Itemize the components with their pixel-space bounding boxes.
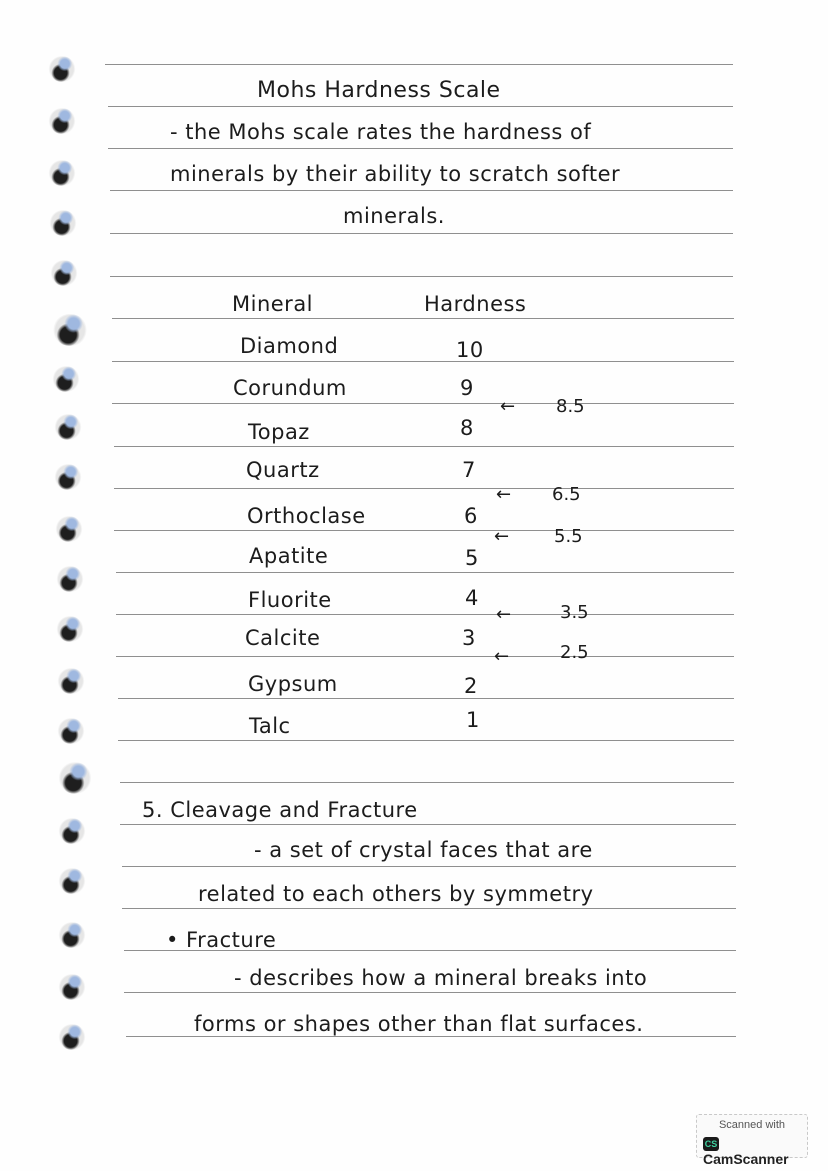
intro-line: minerals by their ability to scratch softer	[170, 162, 621, 186]
arrow-left-icon: ←	[500, 396, 516, 417]
hardness-value: 1	[466, 708, 480, 732]
ruled-line	[116, 656, 734, 657]
camscanner-watermark	[696, 1114, 808, 1167]
page-title: Mohs Hardness Scale	[257, 78, 501, 103]
ruled-line	[114, 446, 734, 447]
spiral-ring-icon	[52, 366, 80, 392]
spiral-ring-icon	[52, 314, 88, 346]
ruled-line	[110, 233, 733, 234]
spiral-ring-icon	[48, 160, 76, 186]
watermark-caption: Scanned with	[718, 1119, 786, 1131]
column-header-hardness: Hardness	[424, 292, 527, 316]
ruled-line	[110, 190, 733, 191]
hardness-value: 8	[460, 416, 474, 440]
spiral-ring-icon	[56, 616, 84, 642]
ruled-line	[116, 572, 734, 573]
arrow-left-icon: ←	[494, 646, 510, 667]
annotation-value: 6.5	[552, 484, 581, 505]
camscanner-logo-icon: CS	[704, 1139, 718, 1149]
spiral-ring-icon	[58, 974, 86, 1000]
ruled-line	[122, 866, 736, 867]
annotation-value: 8.5	[556, 396, 585, 417]
ruled-line	[108, 106, 733, 107]
watermark-brand-name: CamScanner	[703, 1151, 789, 1167]
mineral-name: Diamond	[240, 334, 339, 358]
mineral-name: Corundum	[233, 376, 347, 400]
column-header-mineral: Mineral	[232, 292, 314, 316]
hardness-value: 10	[456, 338, 484, 362]
spiral-ring-icon	[50, 260, 78, 286]
spiral-ring-icon	[48, 108, 76, 134]
mineral-name: Gypsum	[248, 672, 338, 696]
watermark-brand	[703, 1135, 807, 1167]
ruled-line	[108, 148, 733, 149]
spiral-ring-icon	[49, 210, 77, 236]
arrow-left-icon: ←	[494, 526, 510, 547]
mineral-name: Apatite	[249, 544, 329, 568]
ruled-line	[105, 64, 733, 65]
section-heading: 5. Cleavage and Fracture	[142, 798, 418, 822]
mineral-name: Calcite	[245, 626, 321, 650]
bullet-heading: • Fracture	[166, 928, 277, 952]
section-line: - describes how a mineral breaks into	[234, 966, 648, 990]
spiral-ring-icon	[57, 668, 85, 694]
ruled-line	[110, 276, 733, 277]
hardness-value: 2	[464, 674, 478, 698]
annotation-value: 3.5	[560, 602, 589, 623]
ruled-line	[124, 992, 736, 993]
hardness-value: 9	[460, 376, 474, 400]
ruled-line	[114, 488, 734, 489]
spiral-ring-icon	[58, 922, 86, 948]
mineral-name: Orthoclase	[247, 504, 366, 528]
ruled-line	[116, 614, 734, 615]
mineral-name: Topaz	[248, 420, 310, 444]
spiral-ring-icon	[57, 718, 85, 744]
spiral-ring-icon	[48, 56, 76, 82]
ruled-line	[112, 318, 734, 319]
annotation-value: 5.5	[554, 526, 583, 547]
intro-line: minerals.	[343, 204, 445, 228]
spiral-ring-icon	[54, 414, 82, 440]
mineral-name: Quartz	[246, 458, 320, 482]
ruled-line	[112, 403, 734, 404]
mineral-name: Fluorite	[248, 588, 332, 612]
intro-line: - the Mohs scale rates the hardness of	[170, 120, 592, 144]
ruled-line	[122, 908, 736, 909]
hardness-value: 4	[465, 586, 479, 610]
ruled-line	[118, 740, 734, 741]
annotation-value: 2.5	[560, 642, 589, 663]
arrow-left-icon: ←	[496, 484, 512, 505]
hardness-value: 3	[462, 626, 476, 650]
section-line: forms or shapes other than flat surfaces.	[194, 1012, 644, 1036]
spiral-ring-icon	[55, 516, 83, 542]
spiral-ring-icon	[58, 762, 92, 794]
hardness-value: 5	[465, 546, 479, 570]
ruled-line	[120, 824, 736, 825]
ruled-line	[120, 782, 734, 783]
arrow-left-icon: ←	[496, 604, 512, 625]
ruled-line	[112, 361, 734, 362]
spiral-ring-icon	[54, 464, 82, 490]
hardness-value: 6	[464, 504, 478, 528]
ruled-line	[118, 698, 734, 699]
spiral-ring-icon	[58, 818, 86, 844]
section-line: related to each others by symmetry	[198, 882, 594, 906]
spiral-ring-icon	[58, 868, 86, 894]
spiral-ring-icon	[56, 566, 84, 592]
hardness-value: 7	[462, 458, 476, 482]
ruled-line	[126, 1036, 736, 1037]
ruled-line	[114, 530, 734, 531]
spiral-ring-icon	[58, 1024, 86, 1050]
mineral-name: Talc	[249, 714, 291, 738]
section-line: - a set of crystal faces that are	[254, 838, 593, 862]
